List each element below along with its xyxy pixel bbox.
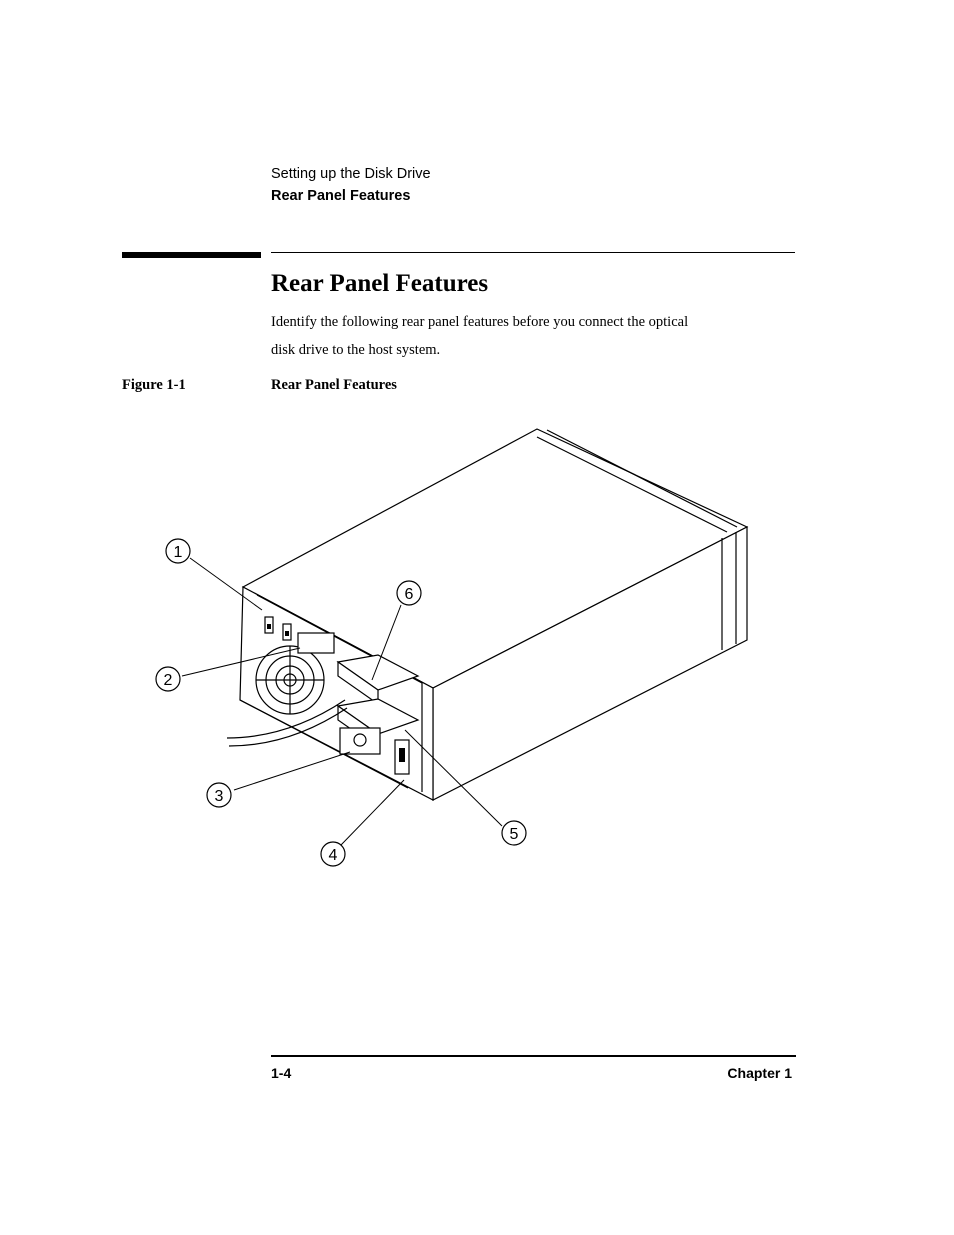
callout-6 — [397, 581, 421, 605]
running-head-section: Rear Panel Features — [271, 188, 411, 204]
callout-5 — [502, 821, 526, 845]
intro-paragraph: Identify the following rear panel features before you connect the optical disk drive to the host system. — [271, 314, 689, 358]
power-switch — [395, 740, 409, 774]
callout-5-label: 5 — [509, 826, 519, 843]
footer-rule — [271, 1055, 796, 1057]
page-number: 1-4 — [271, 1065, 292, 1081]
power-inlet — [340, 728, 380, 754]
rear-panel-illustration — [150, 420, 770, 880]
running-head-chapter: Setting up the Disk Drive — [271, 166, 431, 182]
callout-2 — [156, 667, 180, 691]
callout-6-label: 6 — [404, 586, 414, 603]
section-title: Rear Panel Features — [271, 270, 489, 297]
figure-title: Rear Panel Features — [271, 377, 397, 393]
section-rule-thick — [122, 252, 261, 258]
callout-1 — [166, 539, 190, 563]
section-rule-thin — [271, 252, 795, 253]
callout-4-label: 4 — [328, 847, 338, 864]
callout-1-label: 1 — [173, 544, 183, 561]
callout-4 — [321, 842, 345, 866]
drive-enclosure — [240, 429, 747, 800]
callout-3 — [207, 783, 231, 807]
callout-2-label: 2 — [163, 672, 173, 689]
callout-3-label: 3 — [214, 788, 224, 805]
figure-label: Figure 1-1 — [122, 377, 186, 393]
footer-chapter: Chapter 1 — [727, 1065, 792, 1081]
